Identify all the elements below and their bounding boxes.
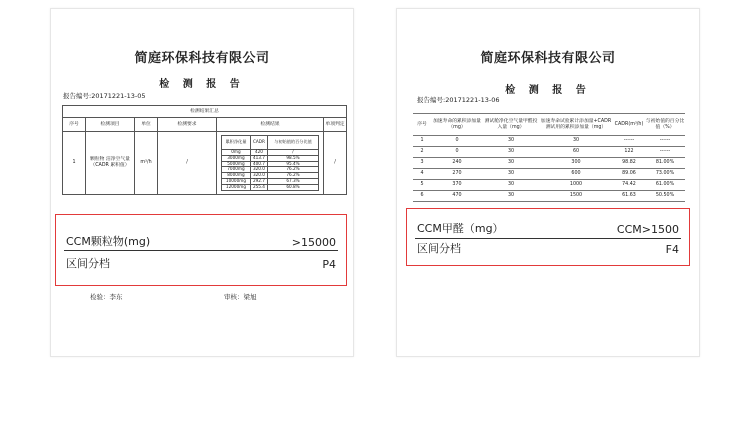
cell: ------ <box>613 136 645 147</box>
sub-cell: 10000mg <box>222 179 251 185</box>
cell: 0 <box>431 136 483 147</box>
sub-cell: 67.3% <box>268 179 319 185</box>
ccm-label: CCM颗粒物(mg) <box>66 235 151 248</box>
inspector-signature: 检验：李东 <box>90 293 123 301</box>
company-name: 简庭环保科技有限公司 <box>134 51 270 66</box>
sub-cell: 3000mg <box>222 155 251 161</box>
sub-header: CADR <box>250 136 267 150</box>
cell: 600 <box>539 169 613 180</box>
sub-cell: 76.2% <box>268 167 319 173</box>
cell: 30 <box>483 147 539 158</box>
cell: 370 <box>431 180 483 191</box>
company-name: 简庭环保科技有限公司 <box>480 51 616 66</box>
results-table <box>413 113 685 202</box>
sub-cell: 7000mg <box>222 167 251 173</box>
sub-cell: 400.7 <box>250 161 267 167</box>
grade-value: F4 <box>665 243 679 256</box>
cell: 61.63 <box>613 191 645 202</box>
table-row <box>413 169 685 180</box>
report-number: 报告编号:20171221-13-05 <box>63 92 146 100</box>
sub-results-table <box>221 135 319 191</box>
table-header: 测试舱净化空气量甲醛投入量（mg） <box>483 114 539 136</box>
table-row <box>413 147 685 158</box>
row-results <box>217 132 324 195</box>
table-header: CADR(m³/h) <box>613 114 645 136</box>
cell: 122 <box>613 147 645 158</box>
ccm-row <box>66 233 336 249</box>
cell: 81.00% <box>645 158 685 169</box>
cell: 0 <box>431 147 483 158</box>
sub-cell: 76.2% <box>268 173 319 179</box>
cell: 98.82 <box>613 158 645 169</box>
table-caption: 检测结果汇总 <box>63 106 347 118</box>
cell: 60 <box>539 147 613 158</box>
sub-cell: 413.7 <box>250 155 267 161</box>
row-requirement: / <box>158 132 217 195</box>
sub-cell: / <box>268 150 319 156</box>
sub-cell: 0mg <box>222 150 251 156</box>
cell: ------ <box>645 136 685 147</box>
table-header: 单项判定 <box>324 118 347 132</box>
cell: 1000 <box>539 180 613 191</box>
cell: 74.42 <box>613 180 645 191</box>
cell: 30 <box>483 180 539 191</box>
cell: 270 <box>431 169 483 180</box>
cell: 61.00% <box>645 180 685 191</box>
cell: 30 <box>483 191 539 202</box>
sub-cell: 420 <box>250 150 267 156</box>
ccm-row <box>417 220 679 236</box>
grade-label: 区间分档 <box>66 257 110 270</box>
cell: 30 <box>539 136 613 147</box>
sub-cell: 320.0 <box>250 173 267 179</box>
row-number: 1 <box>63 132 86 195</box>
results-table <box>62 105 347 195</box>
row-judgement: / <box>324 132 347 195</box>
reviewer-signature: 审核：梁旭 <box>224 293 257 301</box>
report-title: 检 测 报 告 <box>505 85 591 96</box>
sub-cell: 320.0 <box>250 167 267 173</box>
ccm-particulate-callout <box>55 214 347 286</box>
grade-value: P4 <box>322 258 336 271</box>
ccm-value: >15000 <box>291 236 336 249</box>
cell: 30 <box>483 169 539 180</box>
table-header: 检测项目 <box>86 118 135 132</box>
sub-cell: 12000mg <box>222 184 251 190</box>
report-title: 检 测 报 告 <box>159 79 245 90</box>
sub-cell: 98.5% <box>268 155 319 161</box>
table-header: 检测要求 <box>158 118 217 132</box>
sub-cell: 5000mg <box>222 161 251 167</box>
cell: ------ <box>645 147 685 158</box>
table-row <box>413 136 685 147</box>
cell: 73.00% <box>645 169 685 180</box>
ccm-label: CCM甲醛（mg） <box>417 222 504 235</box>
cell: 30 <box>483 136 539 147</box>
report-page-particulate <box>50 8 354 357</box>
cell: 50.50% <box>645 191 685 202</box>
grade-label: 区间分档 <box>417 242 461 255</box>
divider <box>415 238 681 239</box>
cell: 300 <box>539 158 613 169</box>
cell: 89.06 <box>613 169 645 180</box>
table-header: 加速寿命试验累计添加量+CADR测试用的累积添加量（mg） <box>539 114 613 136</box>
cell: 6 <box>413 191 431 202</box>
cell: 4 <box>413 169 431 180</box>
sub-cell: 60.8% <box>268 184 319 190</box>
table-row <box>413 180 685 191</box>
sub-cell: 255.4 <box>250 184 267 190</box>
cell: 1500 <box>539 191 613 202</box>
table-header: 序号 <box>413 114 431 136</box>
cell: 5 <box>413 180 431 191</box>
cell: 30 <box>483 158 539 169</box>
table-header: 与初始值的百分比值（%） <box>645 114 685 136</box>
sub-header: 与初始值的百分比值 <box>268 136 319 150</box>
row-unit: m³/h <box>135 132 158 195</box>
table-row <box>413 158 685 169</box>
sub-row <box>222 184 319 190</box>
table-row <box>413 191 685 202</box>
report-page-formaldehyde <box>396 8 700 357</box>
ccm-formaldehyde-callout <box>406 208 690 266</box>
grade-row <box>417 240 679 256</box>
ccm-value: CCM>1500 <box>616 223 679 236</box>
sub-cell: 292.7 <box>250 179 267 185</box>
sub-cell: 95.4% <box>268 161 319 167</box>
table-header: 单位 <box>135 118 158 132</box>
table-header: 检测结果 <box>217 118 324 132</box>
cell: 2 <box>413 147 431 158</box>
grade-row <box>66 255 336 271</box>
divider <box>64 250 338 251</box>
report-number: 报告编号:20171221-13-06 <box>417 96 500 104</box>
sub-header: 累积净化量 <box>222 136 251 150</box>
cell: 470 <box>431 191 483 202</box>
sub-cell: 8000mg <box>222 173 251 179</box>
table-header: 序号 <box>63 118 86 132</box>
cell: 3 <box>413 158 431 169</box>
cell: 1 <box>413 136 431 147</box>
table-header: 加速寿命的累积添加量（mg） <box>431 114 483 136</box>
cell: 240 <box>431 158 483 169</box>
row-item: 颗粒物 洁净空气量（CADR 累积值） <box>86 132 135 195</box>
